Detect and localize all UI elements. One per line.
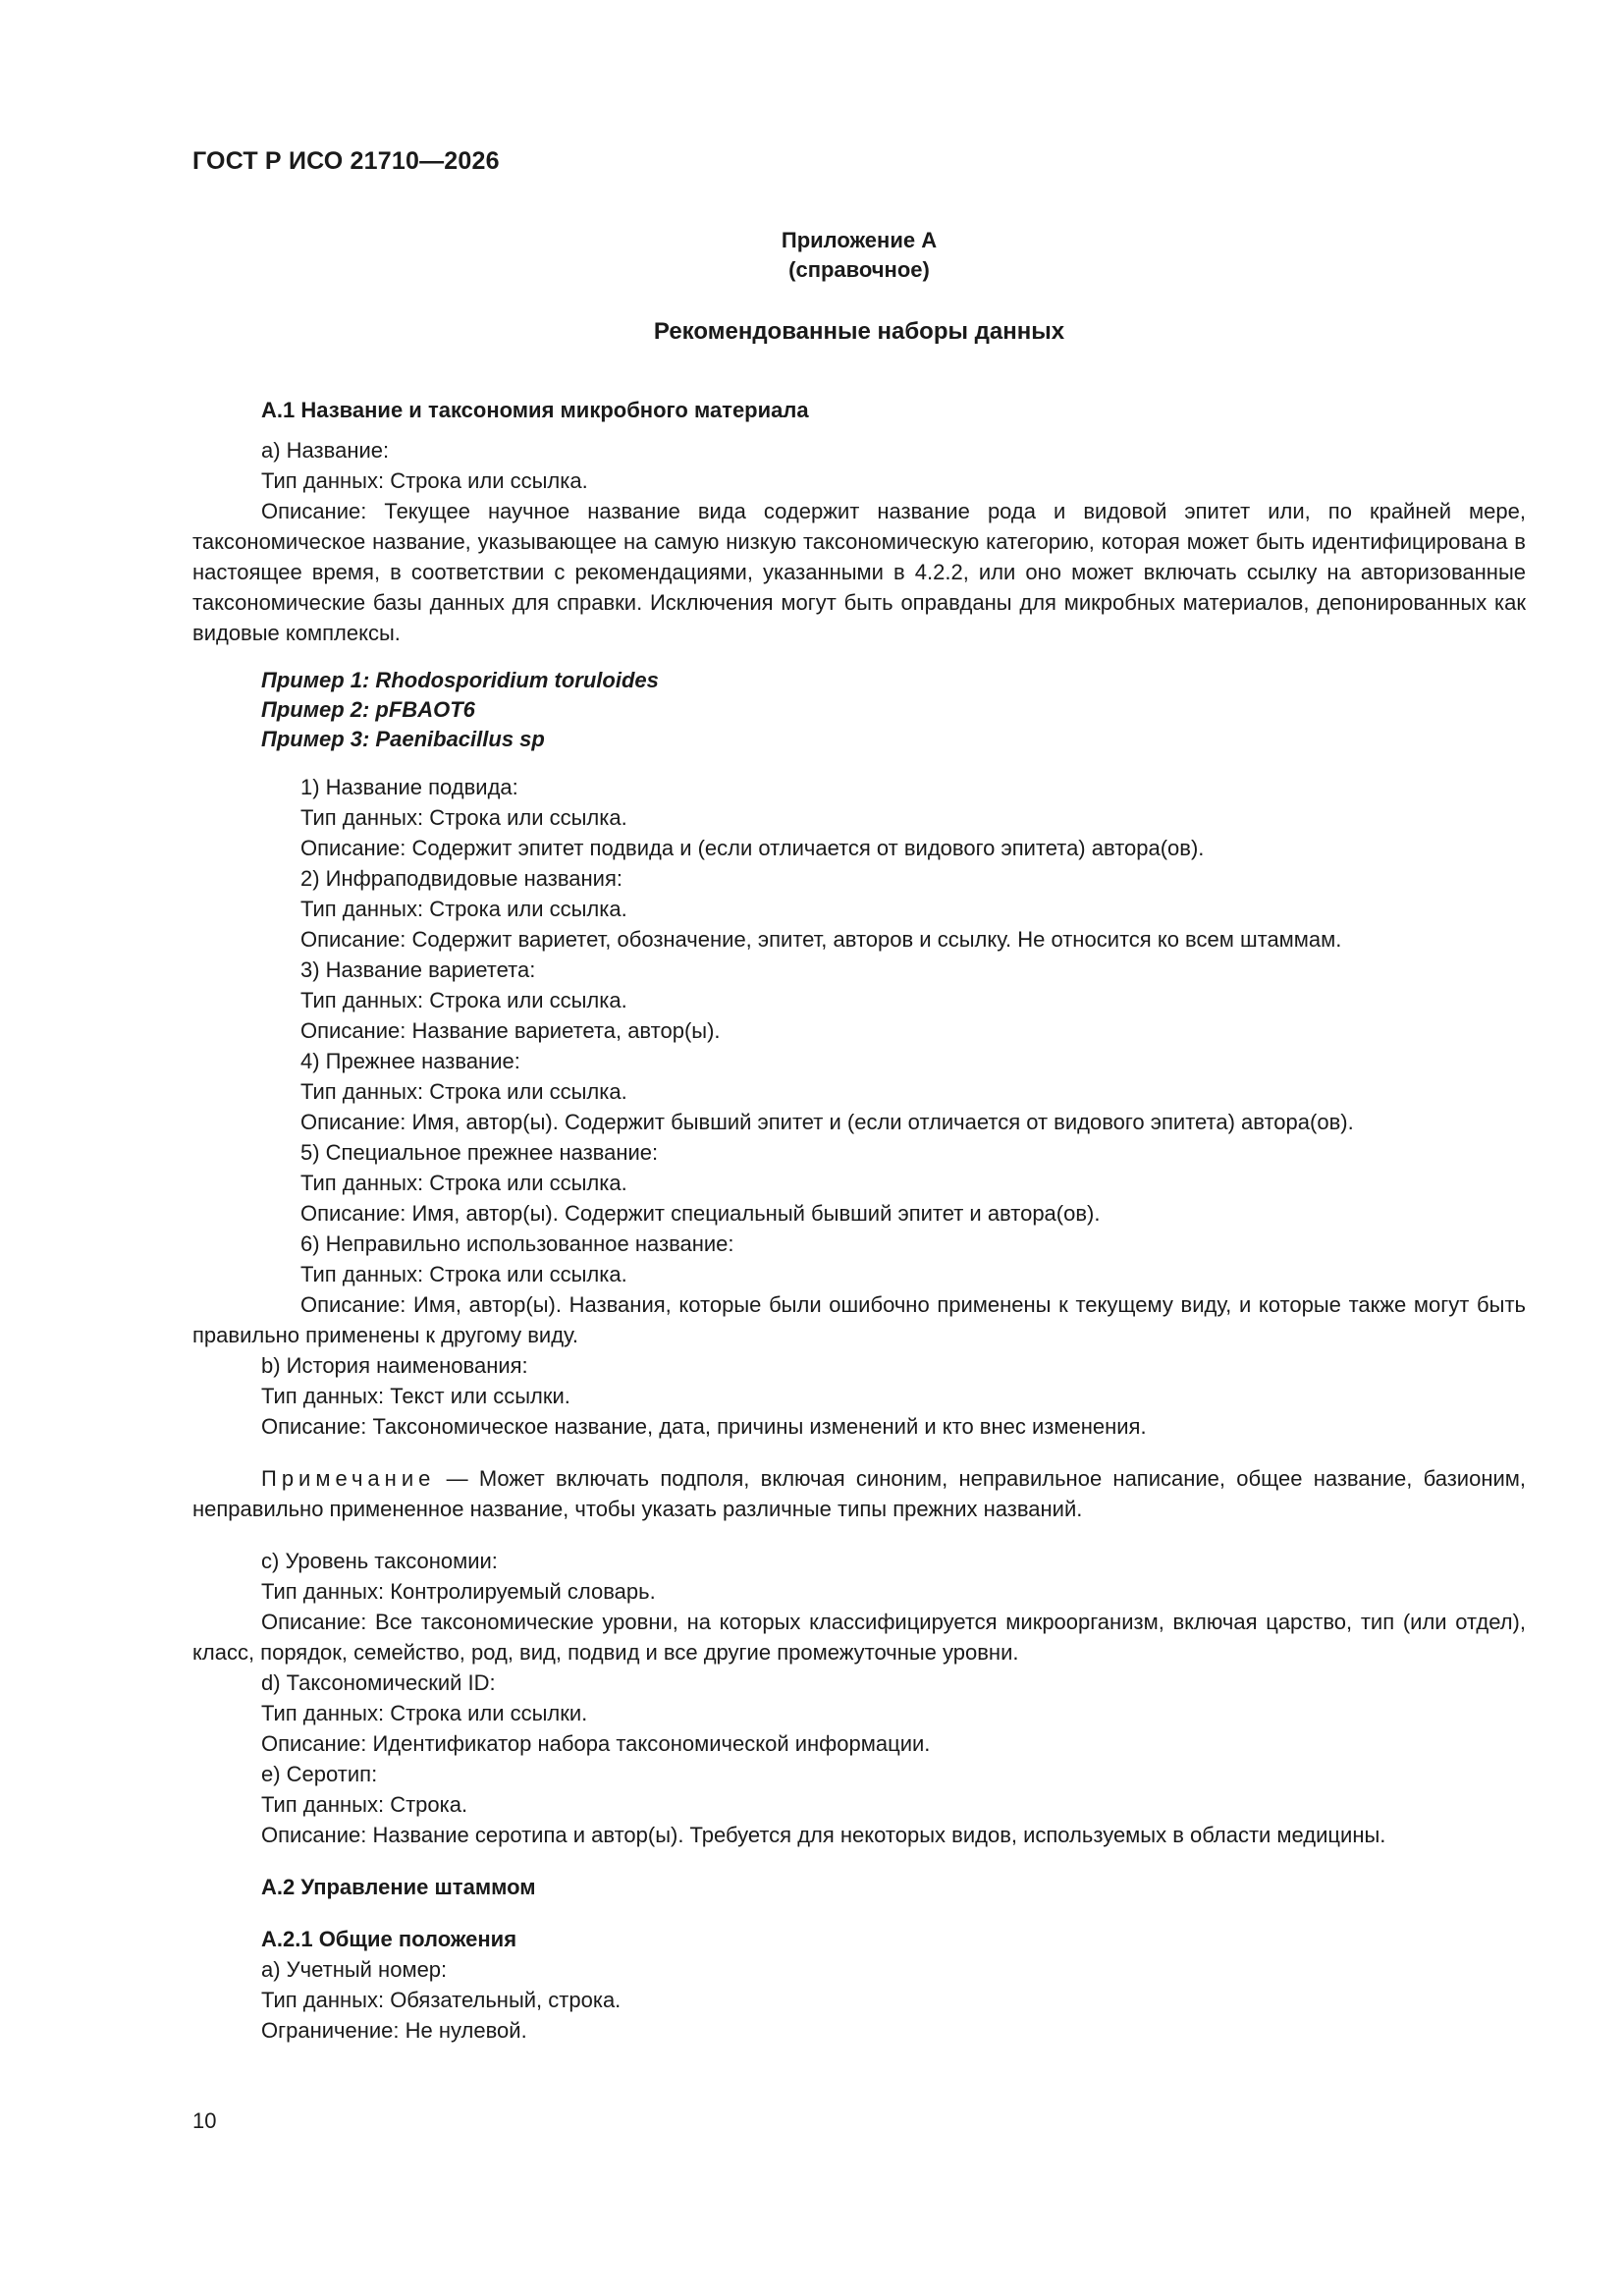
item-b-title: b) История наименования:: [261, 1353, 528, 1378]
sub6-description: Описание: Имя, автор(ы). Названия, которые были ошибочно применены к текущему виду, и которые также могут быть правильно применены к другому виду.: [192, 1292, 1526, 1347]
section-heading-a2: А.2 Управление штаммом: [261, 1875, 536, 1899]
sub3-title: 3) Название вариетета:: [300, 957, 536, 982]
annex-title: Приложение А: [781, 228, 938, 252]
item-e-type: Тип данных: Строка.: [261, 1792, 468, 1817]
sub1-description: Описание: Содержит эпитет подвида и (если отличается от видового эпитета) автора(ов).: [300, 836, 1205, 860]
item-a-description: Описание: Текущее научное название вида содержит название рода и видовой эпитет или, по крайней мере, таксономическое название, указывающее на самую низкую таксономическую категорию, которая может быть идентифицирована в настоящее время, в соответствии с рекомендациями, указанными в 4.2.2, или оно может включать ссылку на авторизованные таксономические базы данных для справки. Исключения могут быть оправданы для микробных материалов, депонированных как видовые комплексы.: [192, 499, 1526, 645]
sub6-type: Тип данных: Строка или ссылка.: [300, 1262, 627, 1286]
item-a-type: Тип данных: Строка или ссылка.: [261, 468, 588, 493]
document-body: [192, 395, 1526, 2046]
section-heading-a1: А.1 Название и таксономия микробного материала: [261, 398, 809, 422]
example-3: Пример 3: Paenibacillus sp: [261, 727, 545, 751]
note-text: — Может включать подполя, включая синоним, неправильное написание, общее название, базионим, неправильно примененное название, чтобы указать различные типы прежних названий.: [192, 1466, 1526, 1521]
item-b-type: Тип данных: Текст или ссылки.: [261, 1384, 570, 1408]
item-d-type: Тип данных: Строка или ссылки.: [261, 1701, 588, 1725]
item-e-description: Описание: Название серотипа и автор(ы). Требуется для некоторых видов, используемых в области медицины.: [261, 1823, 1386, 1847]
item-c-description: Описание: Все таксономические уровни, на которых классифицируется микроорганизм, включая царство, тип (или отдел), класс, порядок, семейство, род, вид, подвид и все другие промежуточные уровни.: [192, 1610, 1526, 1665]
sub3-description: Описание: Название вариетета, автор(ы).: [300, 1018, 721, 1043]
sub4-title: 4) Прежнее название:: [300, 1049, 520, 1073]
sub4-type: Тип данных: Строка или ссылка.: [300, 1079, 627, 1104]
sub2-type: Тип данных: Строка или ссылка.: [300, 897, 627, 921]
item-c-type: Тип данных: Контролируемый словарь.: [261, 1579, 656, 1604]
item-d-description: Описание: Идентификатор набора таксономической информации.: [261, 1731, 931, 1756]
document-code-header: ГОСТ Р ИСО 21710—2026: [192, 147, 500, 175]
sub1-title: 1) Название подвида:: [300, 775, 518, 799]
item-d-title: d) Таксономический ID:: [261, 1670, 496, 1695]
note-paragraph: [192, 1463, 1526, 1524]
a2-item-a-limit: Ограничение: Не нулевой.: [261, 2018, 527, 2043]
sub4-description: Описание: Имя, автор(ы). Содержит бывший эпитет и (если отличается от видового эпитета) автора(ов).: [300, 1110, 1354, 1134]
sub5-description: Описание: Имя, автор(ы). Содержит специальный бывший эпитет и автора(ов).: [300, 1201, 1101, 1226]
example-2: Пример 2: pFBAOT6: [261, 697, 475, 722]
example-1: Пример 1: Rhodosporidium toruloides: [261, 668, 659, 692]
a2-item-a-type: Тип данных: Обязательный, строка.: [261, 1988, 622, 2012]
a2-item-a-title: а) Учетный номер:: [261, 1957, 448, 1982]
item-c-title: с) Уровень таксономии:: [261, 1549, 498, 1573]
annex-title-block: [192, 226, 1526, 285]
sub2-title: 2) Инфраподвидовые названия:: [300, 866, 622, 891]
sub2-description: Описание: Содержит вариетет, обозначение, эпитет, авторов и ссылку. Не относится ко всем штаммам.: [300, 927, 1342, 952]
item-b-description: Описание: Таксономическое название, дата, причины изменений и кто внес изменения.: [261, 1414, 1147, 1439]
annex-kind: (справочное): [788, 257, 930, 282]
item-a-title: а) Название:: [261, 438, 390, 463]
page-number: 10: [192, 2108, 217, 2133]
document-page: [192, 0, 1526, 2296]
sub5-type: Тип данных: Строка или ссылка.: [300, 1171, 627, 1195]
annex-heading: Рекомендованные наборы данных: [653, 318, 1065, 345]
section-heading-a2-1: А.2.1 Общие положения: [261, 1927, 517, 1951]
sub3-type: Тип данных: Строка или ссылка.: [300, 988, 627, 1012]
note-label: Примечание: [261, 1466, 436, 1491]
sub5-title: 5) Специальное прежнее название:: [300, 1140, 659, 1165]
sub6-title: 6) Неправильно использованное название:: [300, 1231, 734, 1256]
item-e-title: е) Серотип:: [261, 1762, 378, 1786]
sub1-type: Тип данных: Строка или ссылка.: [300, 805, 627, 830]
